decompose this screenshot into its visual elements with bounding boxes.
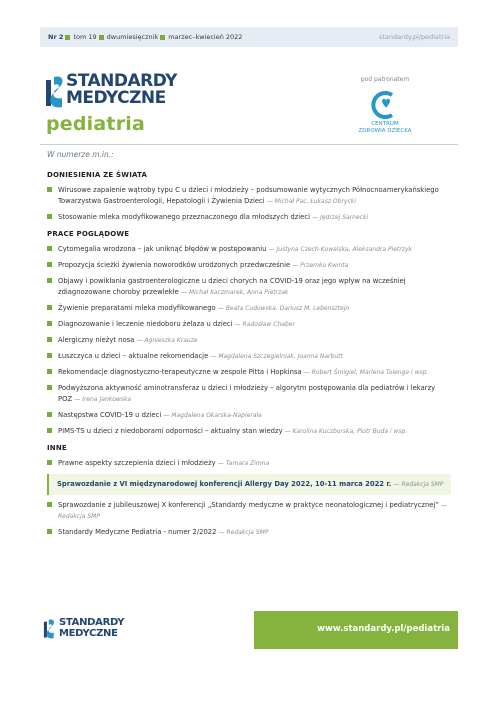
article-authors: — Agnieszka Krauze bbox=[136, 337, 198, 344]
list-item[interactable] bbox=[47, 210, 451, 226]
bullet-square-icon bbox=[47, 337, 52, 342]
bullet-square-icon bbox=[47, 385, 52, 390]
article-authors: — Redakcja SMP bbox=[393, 481, 444, 488]
article-title: Sprawozdanie z jubileuszowej X konferencji „Standardy medyczne w praktyce neonatologicznej i pediatrycznej” bbox=[58, 501, 439, 509]
article-authors: — Magdalena Szczegielniak, Joanna Narbutt bbox=[210, 353, 343, 360]
article-title: Cytomegalia wrodzona – jak uniknąć błędów w postępowaniu bbox=[58, 245, 267, 253]
website-link[interactable]: www.standardy.pl/pediatria bbox=[317, 624, 450, 634]
frequency: dwumiesięcznik bbox=[106, 33, 159, 41]
article-title: Alergiczny nieżyt nosa bbox=[58, 336, 135, 344]
list-item[interactable] bbox=[47, 301, 451, 317]
list-item[interactable] bbox=[47, 424, 451, 440]
bullet-square-icon bbox=[160, 35, 165, 40]
section-title: DONIESIENIA ZE ŚWIATA bbox=[47, 171, 148, 179]
article-title: Prawne aspekty szczepienia dzieci i młodzieży bbox=[58, 459, 216, 467]
list-item[interactable] bbox=[47, 408, 451, 424]
issue-number: Nr 2 bbox=[48, 33, 64, 41]
highlighted-list-item[interactable] bbox=[47, 474, 451, 495]
patronage-label: pod patronatem bbox=[360, 76, 410, 83]
list-item[interactable] bbox=[47, 317, 451, 333]
intro-text: W numerze m.in.: bbox=[47, 150, 114, 159]
list-item[interactable] bbox=[47, 381, 451, 408]
list-item[interactable] bbox=[47, 498, 451, 525]
logo-wordmark bbox=[66, 73, 177, 107]
article-title: PIMS-TS u dzieci z niedoborami odporności – aktualny stan wiedzy bbox=[58, 427, 283, 435]
website-banner[interactable] bbox=[254, 611, 458, 649]
bullet-square-icon bbox=[47, 412, 52, 417]
article-authors: — Michał Kaczmarek, Anna Pietrzak bbox=[181, 289, 289, 296]
article-title: Następstwa COVID-19 u dzieci bbox=[58, 411, 162, 419]
bullet-square-icon bbox=[99, 35, 104, 40]
bullet-square-icon bbox=[47, 278, 52, 283]
article-title: Wirusowe zapalenie wątroby typu C u dzieci i młodzieży – podsumowanie wytycznych Północnoamerykańskiego Towarzystwa Gastroenterologii, Hepatologii i Żywienia Dzieci bbox=[58, 186, 439, 205]
list-item[interactable] bbox=[47, 274, 451, 301]
bullet-square-icon bbox=[47, 529, 52, 534]
article-authors: — Redakcja SMP bbox=[58, 502, 448, 520]
bullet-square-icon bbox=[47, 353, 52, 358]
article-title: Diagnozowanie i leczenie niedoboru żelaza u dzieci bbox=[58, 320, 233, 328]
article-title: Propozycja ścieżki żywienia noworodków urodzonych przedwcześnie bbox=[58, 261, 291, 269]
issue-info-bar bbox=[40, 27, 458, 47]
article-title: Żywienie preparatami mleka modyfikowanego bbox=[58, 304, 216, 312]
logo-mark-icon bbox=[43, 618, 57, 640]
bullet-square-icon bbox=[47, 246, 52, 251]
article-authors: — Justyna Czech-Kowalska, Aleksandra Pietrzyk bbox=[268, 246, 412, 253]
divider bbox=[40, 144, 458, 145]
footer-logo-line2: MEDYCZNE bbox=[59, 627, 118, 639]
article-authors: — Robert Śmigiel, Marlena Tolenga i wsp. bbox=[303, 369, 429, 376]
section-title: PRACE POGLĄDOWE bbox=[47, 230, 130, 238]
article-title: Standardy Medyczne Pediatria - numer 2/2022 bbox=[58, 528, 217, 536]
article-title: Łuszczyca u dzieci – aktualne rekomendacje bbox=[58, 352, 209, 360]
bullet-square-icon bbox=[47, 428, 52, 433]
article-authors: — Karolina Kuczborska, Piotr Buda i wsp. bbox=[284, 428, 408, 435]
list-item[interactable] bbox=[47, 456, 451, 472]
bullet-square-icon bbox=[47, 214, 52, 219]
list-item[interactable] bbox=[47, 242, 451, 258]
article-authors: — Jędrzej Sarnecki bbox=[312, 214, 369, 221]
list-item[interactable] bbox=[47, 525, 451, 541]
article-authors: — Irena Jankowska bbox=[74, 396, 132, 403]
article-title: Objawy i powikłania gastroenterologiczne u dzieci chorych na COVID-19 oraz jego wpływ na wcześniej zdiagnozowane choroby przewlekłe bbox=[58, 277, 406, 296]
volume: tom 19 bbox=[73, 33, 97, 41]
section-title: INNE bbox=[47, 444, 67, 452]
list-item[interactable] bbox=[47, 365, 451, 381]
table-of-contents bbox=[47, 167, 451, 541]
patronage-org bbox=[350, 121, 420, 135]
list-item[interactable] bbox=[47, 349, 451, 365]
logo-line2: MEDYCZNE bbox=[66, 88, 166, 108]
logo-mark-icon bbox=[46, 74, 66, 110]
article-title: Stosowanie mleka modyfikowanego przeznaczonego dla młodszych dzieci bbox=[58, 213, 310, 221]
patronage-org-line2: ZDROWIA DZIECKA bbox=[358, 128, 412, 134]
article-authors: — Tamara Zimna bbox=[217, 460, 270, 467]
top-url[interactable]: standardy.pl/pediatria bbox=[379, 33, 450, 41]
bullet-square-icon bbox=[47, 460, 52, 465]
logo-line1: STANDARDY bbox=[66, 71, 177, 91]
article-authors: — Radosław Chaber bbox=[234, 321, 295, 328]
footer-logo-line1: STANDARDY bbox=[59, 617, 125, 628]
article-authors: — Michał Pac, Łukasz Obrycki bbox=[266, 198, 356, 205]
article-title: Sprawozdanie z VI międzynarodowej konferencji Allergy Day 2022, 10-11 marca 2022 r. bbox=[57, 480, 392, 488]
list-item[interactable] bbox=[47, 333, 451, 349]
period: marzec–kwiecień 2022 bbox=[168, 33, 243, 41]
bullet-square-icon bbox=[47, 262, 52, 267]
bullet-square-icon bbox=[47, 502, 52, 507]
footer-logo bbox=[43, 618, 143, 642]
bullet-square-icon bbox=[47, 305, 52, 310]
journal-subtitle: pediatria bbox=[46, 113, 146, 135]
article-authors: — Beata Cudowska, Dariusz M. Lebensztejn bbox=[217, 305, 350, 312]
list-item[interactable] bbox=[47, 258, 451, 274]
bullet-square-icon bbox=[47, 321, 52, 326]
bullet-square-icon bbox=[65, 35, 70, 40]
bullet-square-icon bbox=[47, 369, 52, 374]
bullet-square-icon bbox=[47, 187, 52, 192]
article-authors: — Redakcja SMP bbox=[218, 529, 269, 536]
standardy-medyczne-logo bbox=[46, 73, 216, 111]
article-authors: — Przemko Kwinta bbox=[292, 262, 349, 269]
article-title: Rekomendacje diagnostyczno-terapeutyczne w zespole Pitta i Hopkinsa bbox=[58, 368, 302, 376]
centrum-zdrowia-dziecka-logo-icon bbox=[368, 90, 404, 120]
article-authors: — Magdalena Okarska-Napierała bbox=[163, 412, 262, 419]
patronage-org-line1: CENTRUM bbox=[371, 121, 399, 127]
article-title: Podwyższona aktywność aminotransferaz u dzieci i młodzieży – algorytm postępowania dla pediatrów i lekarzy POZ bbox=[58, 384, 436, 403]
issue-details bbox=[48, 33, 242, 41]
list-item[interactable] bbox=[47, 183, 451, 210]
footer-logo-wordmark bbox=[59, 618, 124, 639]
